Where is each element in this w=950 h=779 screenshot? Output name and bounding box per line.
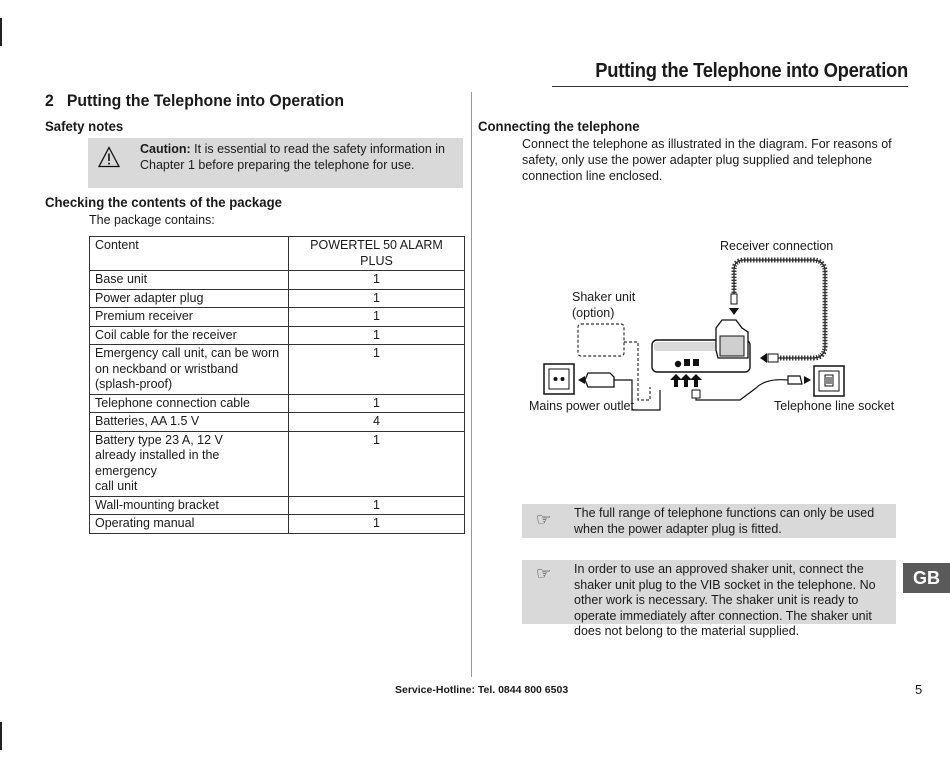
table-row (90, 496, 465, 515)
shaker-unit-label: Shaker unit (572, 290, 636, 304)
quantity-cell: 4 (289, 413, 465, 432)
receiver-connection-label: Receiver connection (720, 239, 834, 253)
chapter-number: 2 (45, 91, 54, 110)
table-row (90, 394, 465, 413)
pointing-hand-icon: ☞ (536, 564, 552, 583)
package-intro: The package contains: (89, 213, 215, 227)
caution-label: Caution: (140, 142, 191, 156)
quantity-cell: 1 (289, 271, 465, 290)
receiver-plug (731, 294, 737, 304)
note-power-adapter (522, 504, 896, 538)
page-number: 5 (915, 682, 923, 697)
column-header: Content (90, 237, 289, 271)
package-heading: Checking the contents of the package (45, 194, 282, 210)
shaker-option-label: (option) (572, 306, 615, 320)
package-contents-table (89, 236, 465, 534)
quantity-cell: 1 (289, 289, 465, 308)
column-divider (471, 92, 472, 677)
column-header: POWERTEL 50 ALARM PLUS (289, 237, 465, 271)
note-shaker-unit (522, 560, 896, 638)
telephone-line-socket-label: Telephone line socket (774, 399, 895, 413)
pointing-hand-icon: ☞ (536, 510, 552, 529)
quantity-cell: 1 (289, 308, 465, 327)
table-row (90, 271, 465, 290)
quantity-cell: 1 (289, 394, 465, 413)
crop-mark-bottom (0, 722, 2, 750)
language-tab: GB (903, 563, 950, 593)
table-row (90, 515, 465, 534)
header-rule (552, 86, 908, 87)
connecting-text: Connect the telephone as illustrated in the diagram. For reasons of safety, only use the power adapter plug supplied and telephone connection line enclosed. (522, 137, 892, 183)
safety-heading: Safety notes (45, 118, 124, 134)
content-cell: Power adapter plug (90, 289, 289, 308)
table-row (90, 308, 465, 327)
table-row (90, 289, 465, 308)
quantity-cell: 1 (289, 431, 465, 496)
warning-icon (98, 146, 120, 168)
arrow-up-icons (670, 374, 702, 387)
content-cell: Base unit (90, 271, 289, 290)
quantity-cell: 1 (289, 345, 465, 395)
connection-diagram (530, 250, 860, 425)
quantity-cell: 1 (289, 515, 465, 534)
arrow-down-icon (729, 308, 739, 315)
content-cell: Wall-mounting bracket (90, 496, 289, 515)
table-row (90, 413, 465, 432)
content-cell: Operating manual (90, 515, 289, 534)
mains-power-outlet (544, 364, 574, 394)
note-text: In order to use an approved shaker unit, connect the shaker unit plug to the VIB socket in the telephone. No other work is necessary. The shaker unit is ready to operate immediately after connection. The shaker unit does not belong to the material supplied. (574, 562, 876, 638)
table-row (90, 326, 465, 345)
shaker-unit (578, 324, 624, 356)
chapter-title (45, 91, 344, 111)
caution-body: It is essential to read the safety information in Chapter 1 before preparing the telephone for use. (140, 142, 445, 172)
content-cell: Telephone connection cable (90, 394, 289, 413)
table-row (90, 345, 465, 395)
content-cell: Coil cable for the receiver (90, 326, 289, 345)
content-cell: Battery type 23 A, 12 V already installed in the emergency call unit (90, 431, 289, 496)
caution-box (88, 138, 463, 188)
caution-text (140, 141, 460, 173)
connecting-heading: Connecting the telephone (478, 118, 640, 134)
table-row (90, 431, 465, 496)
content-cell: Premium receiver (90, 308, 289, 327)
note-text: The full range of telephone functions can only be used when the power adapter plug is fitted. (574, 506, 875, 536)
running-header: Putting the Telephone into Operation (595, 60, 908, 82)
telephone-base (652, 320, 750, 372)
table-header-row (90, 237, 465, 271)
telephone-line-socket (814, 366, 844, 396)
content-cell: Emergency call unit, can be worn on neckband or wristband (splash-proof) (90, 345, 289, 395)
service-hotline: Service-Hotline: Tel. 0844 800 6503 (395, 684, 569, 696)
quantity-cell: 1 (289, 496, 465, 515)
mains-power-outlet-label: Mains power outlet (529, 399, 634, 413)
power-adapter-plug (578, 373, 660, 410)
crop-mark-top (0, 18, 2, 46)
chapter-title-text: Putting the Telephone into Operation (66, 91, 345, 110)
quantity-cell: 1 (289, 326, 465, 345)
arrow-left-icon (760, 353, 767, 363)
content-cell: Batteries, AA 1.5 V (90, 413, 289, 432)
